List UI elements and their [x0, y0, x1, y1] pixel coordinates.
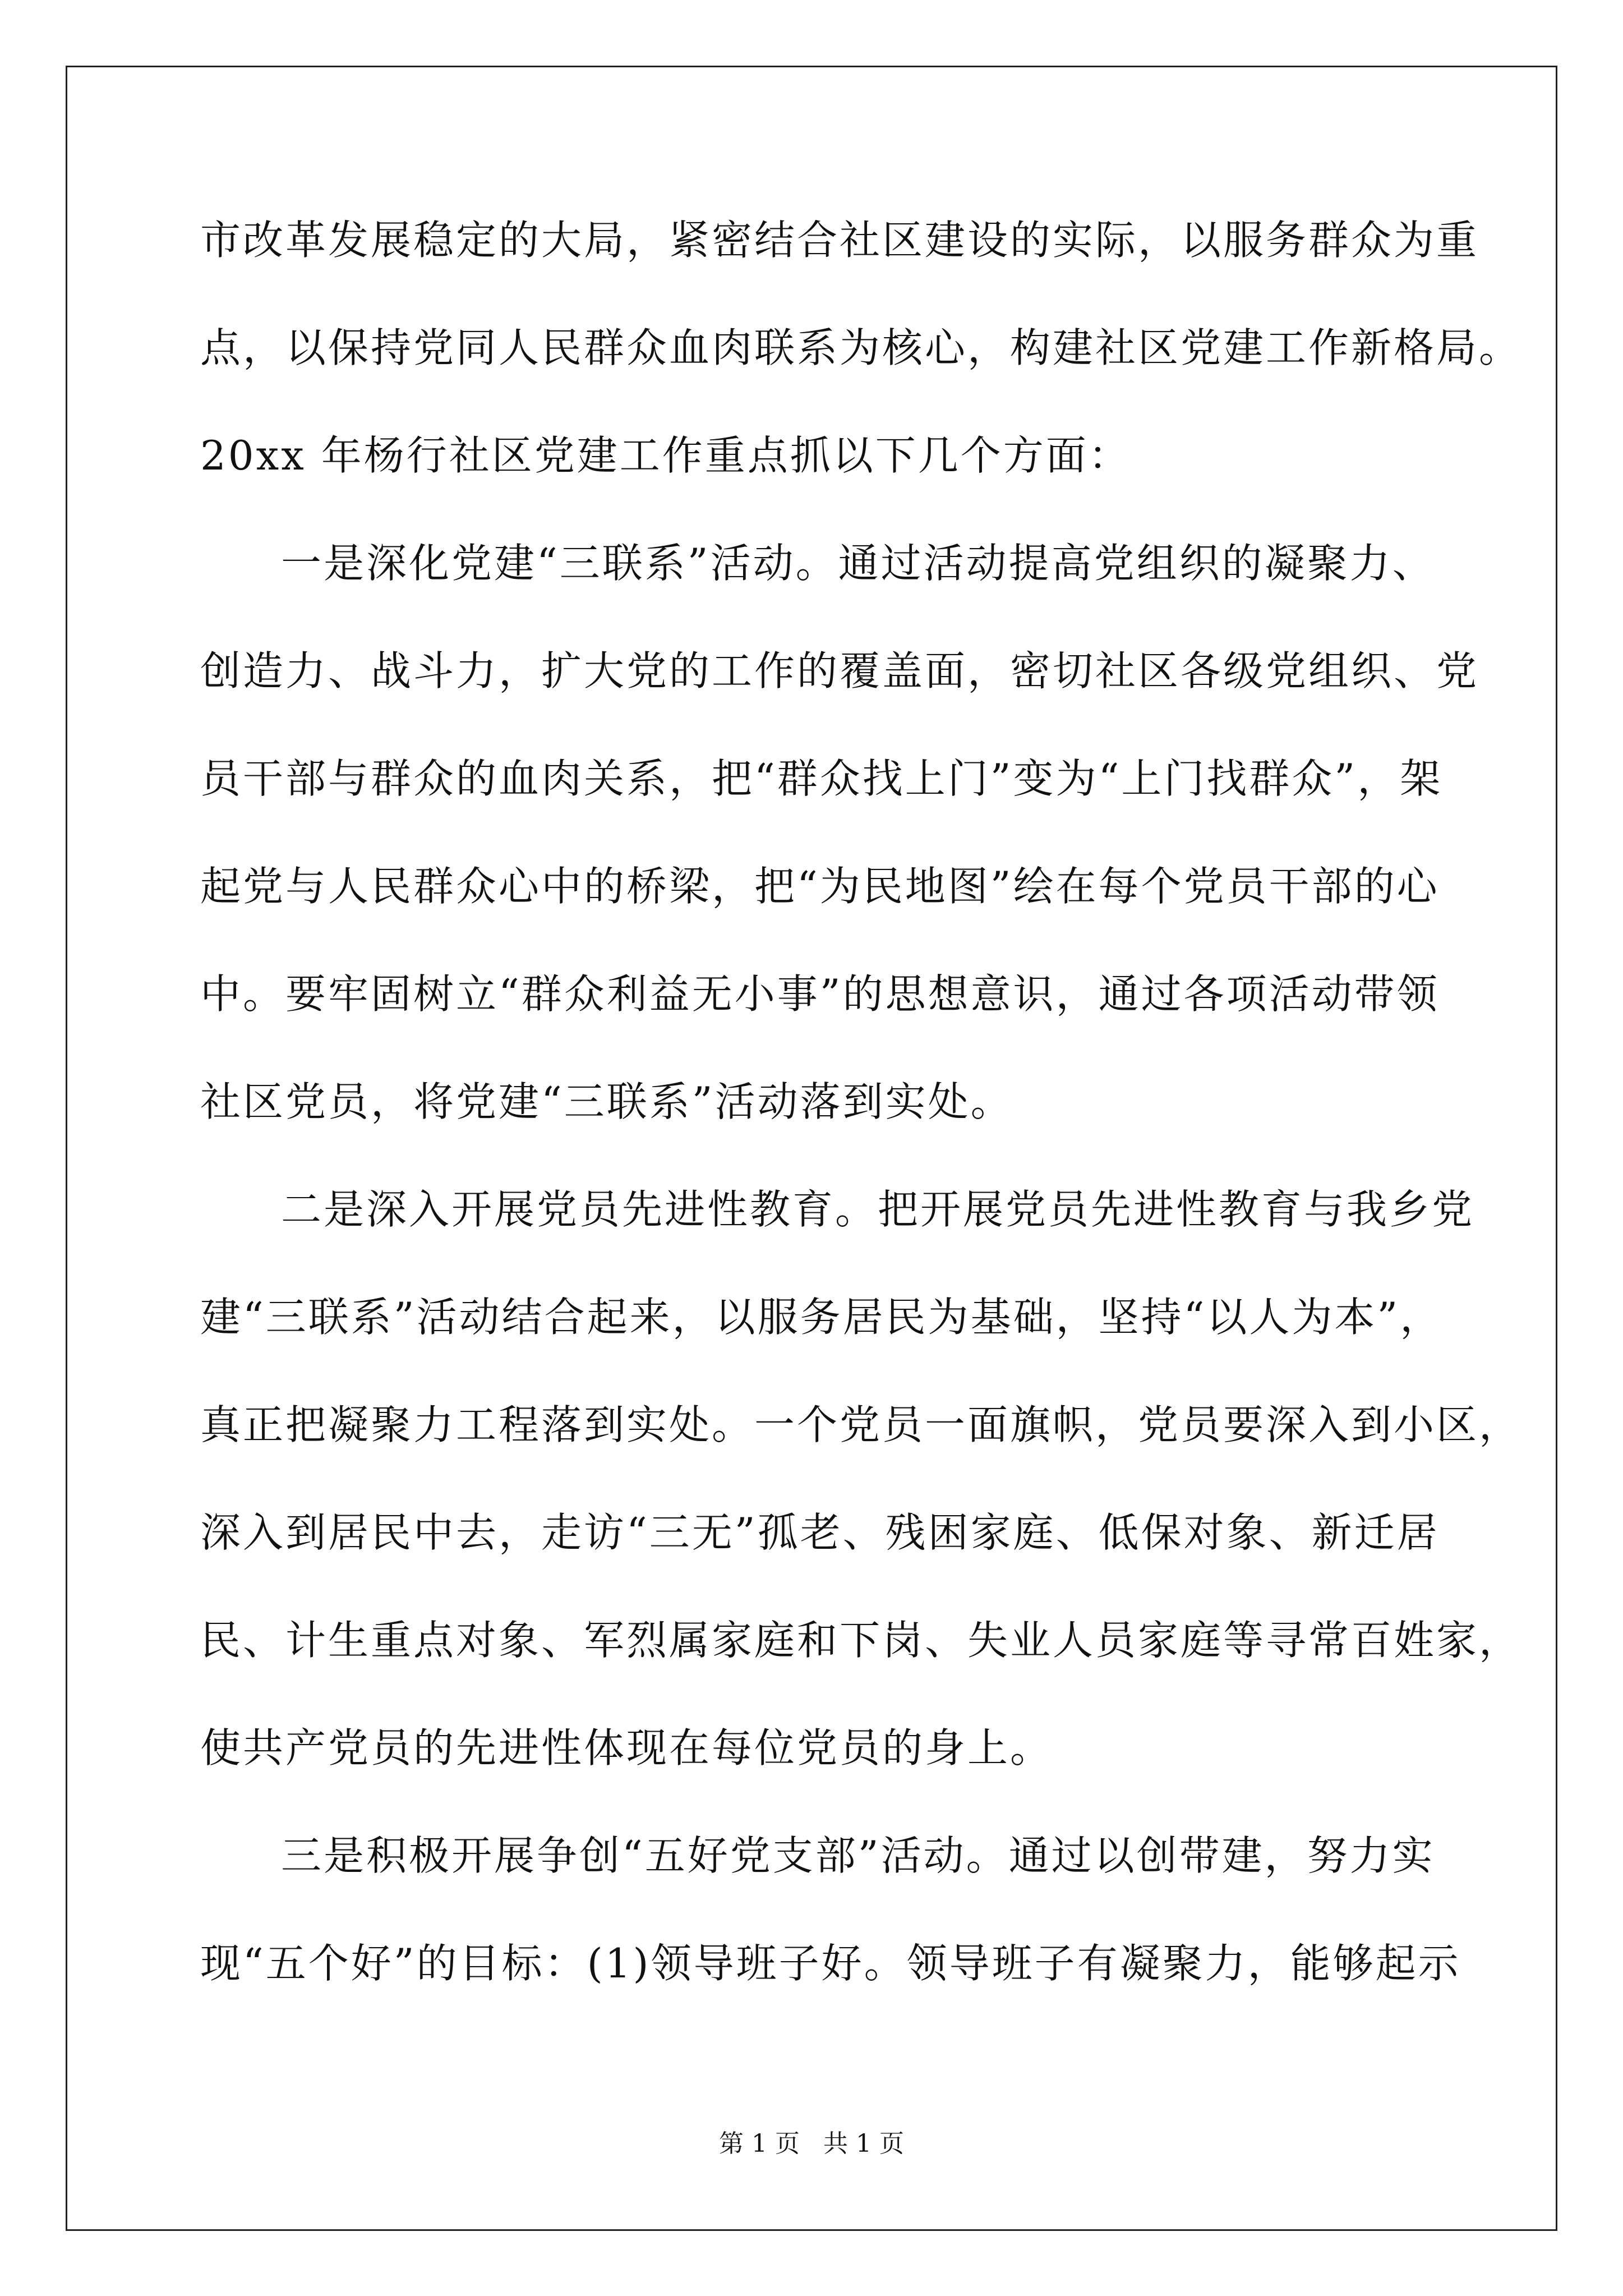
text-line: 20xx 年杨行社区党建工作重点抓以下几个方面： — [200, 432, 1131, 479]
text-line: 创造力、战斗力，扩大党的工作的覆盖面，密切社区各级党组织、党 — [200, 647, 1479, 694]
page-footer — [0, 2127, 1623, 2161]
page-total: 共 1 页 — [823, 2129, 904, 2158]
text-line: 建“三联系”活动结合起来，以服务居民为基础，坚持“以人为本”， — [200, 1294, 1443, 1341]
text-line: 深入到居民中去，走访“三无”孤老、残困家庭、低保对象、新迁居 — [200, 1509, 1440, 1556]
paragraph-first-line: 二是深入开展党员先进性教育。把开展党员先进性教育与我乡党 — [281, 1186, 1475, 1233]
text-line: 中。要牢固树立“群众利益无小事”的思想意识，通过各项活动带领 — [200, 970, 1440, 1018]
page-border — [66, 66, 1557, 2231]
text-line: 使共产党员的先进性体现在每位党员的身上。 — [200, 1724, 1053, 1772]
paragraph-first-line: 三是积极开展争创“五好党支部”活动。通过以创带建，努力实 — [281, 1832, 1435, 1879]
text-line: 起党与人民群众心中的桥梁，把“为民地图”绘在每个党员干部的心 — [200, 863, 1440, 910]
text-line: 现“五个好”的目标：(1)领导班子好。领导班子有凝聚力，能够起示 — [200, 1940, 1461, 1987]
text-line: 市改革发展稳定的大局，紧密结合社区建设的实际，以服务群众为重 — [200, 217, 1479, 264]
text-line: 民、计生重点对象、军烈属家庭和下岗、失业人员家庭等寻常百姓家， — [200, 1617, 1522, 1664]
text-line: 社区党员，将党建“三联系”活动落到实处。 — [200, 1078, 1013, 1125]
page-number: 第 1 页 — [719, 2129, 800, 2158]
text-line: 点，以保持党同人民群众血肉联系为核心，构建社区党建工作新格局。 — [200, 324, 1522, 371]
text-line: 员干部与群众的血肉关系，把“群众找上门”变为“上门找群众”，架 — [200, 755, 1443, 802]
paragraph-first-line: 一是深化党建“三联系”活动。通过活动提高党组织的凝聚力、 — [281, 540, 1435, 587]
text-line: 真正把凝聚力工程落到实处。一个党员一面旗帜，党员要深入到小区， — [200, 1401, 1522, 1448]
